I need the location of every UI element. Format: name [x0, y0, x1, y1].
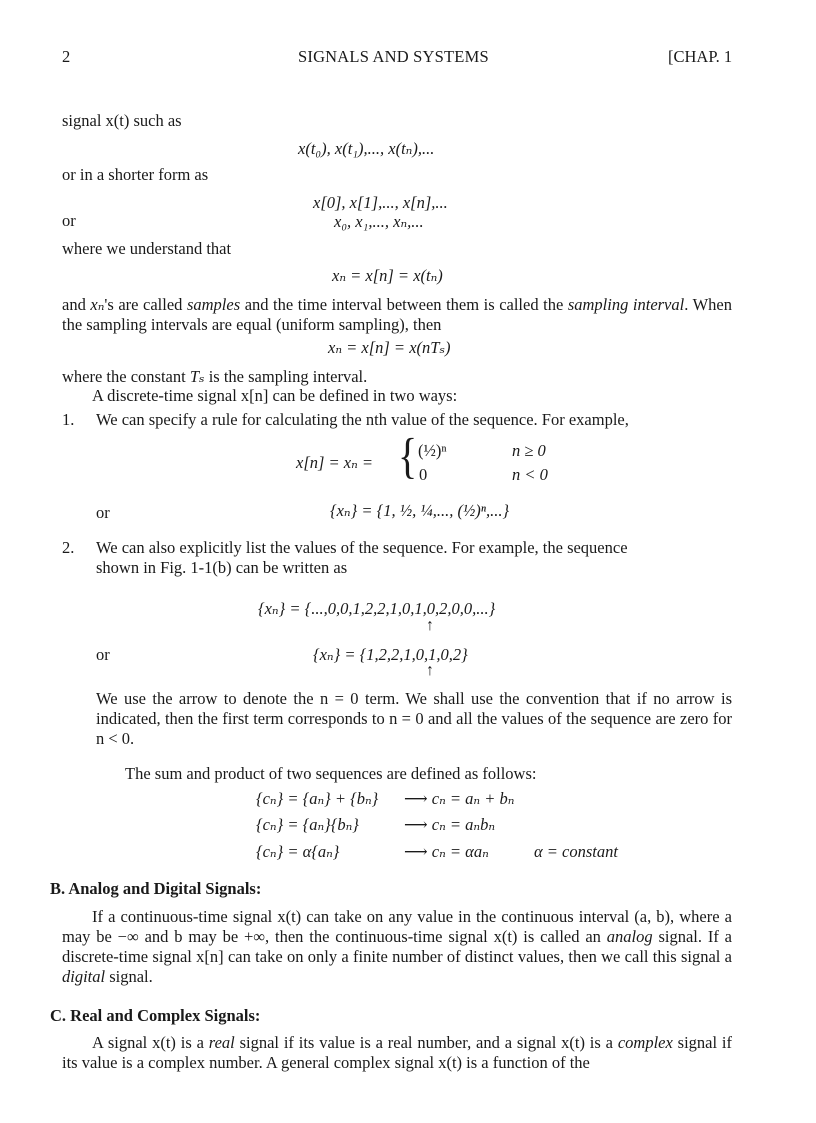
sum-definition-rhs: ⟶ cₙ = aₙ + bₙ — [404, 789, 515, 808]
running-title: SIGNALS AND SYSTEMS — [298, 47, 489, 66]
operations-intro: The sum and product of two sequences are defined as follows: — [125, 764, 537, 783]
piecewise-case-2-condition: n < 0 — [512, 465, 548, 484]
sequence-geometric: {xₙ} = {1, ½, ¼,..., (½)ⁿ,...} — [330, 501, 510, 520]
piecewise-case-1-value: (½)ⁿ — [418, 441, 447, 460]
sequence-infinite: {xₙ} = {...,0,0,1,2,2,1,0,1,0,2,0,0,...} — [258, 599, 496, 618]
section-c-paragraph: A signal x(t) is a real signal if its value is a real number, and a signal x(t) is a complex signal if its value is a complex number. A general complex signal x(t) is a function of the — [62, 1033, 732, 1072]
sequence-finite: {xₙ} = {1,2,2,1,0,1,0,2} — [313, 645, 468, 664]
piecewise-brace: { — [398, 427, 418, 484]
equation-samples-subscript: x₀, x₁,..., xₙ,... — [334, 212, 424, 231]
constant-line: where the constant Tₛ is the sampling interval. — [62, 367, 368, 386]
equation-samples-t: x(t₀), x(t₁),..., x(tₙ),... — [298, 139, 435, 158]
section-b-paragraph: If a continuous-time signal x(t) can take on any value in the continuous interval (a, b), where a may be −∞ and b may be +∞, then the continuous-time signal x(t) is called an analog signal. If a discrete-time signal x[n] can take on only a finite number of distinct values, then we call this signal a digital signal. — [62, 907, 732, 986]
page-number: 2 — [62, 47, 71, 66]
product-definition-rhs: ⟶ cₙ = aₙbₙ — [404, 815, 496, 834]
intro-line-2: or in a shorter form as — [62, 165, 209, 184]
chapter-label: [CHAP. 1 — [668, 47, 733, 66]
or-label: or — [96, 503, 110, 522]
equation-sample-definition: xₙ = x[n] = x(tₙ) — [332, 266, 443, 285]
alpha-constant-note: α = constant — [534, 842, 618, 861]
discrete-definition-line: A discrete-time signal x[n] can be defined in two ways: — [92, 386, 458, 405]
section-c-heading: C. Real and Complex Signals: — [50, 1006, 261, 1025]
section-b-heading: B. Analog and Digital Signals: — [50, 879, 262, 898]
or-label: or — [62, 211, 76, 230]
intro-line-1: signal x(t) such as — [62, 111, 182, 130]
item-2-number: 2. — [62, 538, 75, 557]
piecewise-lhs: x[n] = xₙ = — [296, 453, 374, 472]
item-1-text: We can specify a rule for calculating the nth value of the sequence. For example, — [96, 410, 629, 429]
n-zero-arrow: ↑ — [426, 617, 434, 634]
piecewise-case-1-condition: n ≥ 0 — [512, 441, 546, 460]
piecewise-case-2-value: 0 — [419, 465, 428, 484]
equation-uniform-sampling: xₙ = x[n] = x(nTₛ) — [328, 338, 451, 357]
arrow-convention-paragraph: We use the arrow to denote the n = 0 term. We shall use the convention that if no arrow is indicated, then the first term corresponds to n = 0 and all the values of the sequence are zero for n < 0. — [96, 689, 732, 748]
n-zero-arrow: ↑ — [426, 662, 434, 679]
samples-paragraph: and xₙ's are called samples and the time interval between them is called the sampling interval. When the sampling intervals are equal (uniform sampling), then — [62, 295, 732, 334]
equation-samples-n: x[0], x[1],..., x[n],... — [313, 193, 448, 212]
scalar-definition-lhs: {cₙ} = α{aₙ} — [256, 842, 340, 861]
product-definition-lhs: {cₙ} = {aₙ}{bₙ} — [256, 815, 359, 834]
intro-line-3: where we understand that — [62, 239, 232, 258]
scalar-definition-rhs: ⟶ cₙ = αaₙ — [404, 842, 489, 861]
or-label: or — [96, 645, 110, 664]
item-2-text-2: shown in Fig. 1-1(b) can be written as — [96, 558, 348, 577]
item-2-text-1: We can also explicitly list the values of the sequence. For example, the sequence — [96, 538, 628, 557]
item-1-number: 1. — [62, 410, 75, 429]
sum-definition-lhs: {cₙ} = {aₙ} + {bₙ} — [256, 789, 379, 808]
